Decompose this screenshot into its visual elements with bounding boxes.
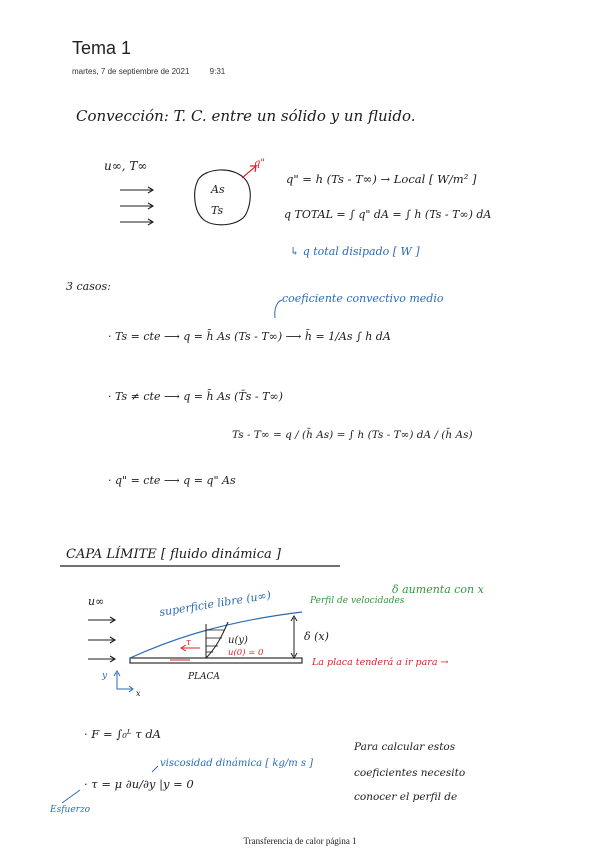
cases-heading: 3 casos: — [66, 280, 111, 293]
conveccion-definition: Convección: T. C. entre un sólido y un fluido. — [76, 107, 416, 125]
x-axis-label: x — [136, 689, 141, 698]
stress-note: Esfuerzo — [50, 805, 91, 815]
side-note-line-1: Para calcular estos — [354, 741, 456, 753]
force-equation: · F = ∫₀ᴸ τ dA — [84, 727, 161, 741]
flow-arrows — [120, 187, 153, 225]
page-footer: Transferencia de calor página 1 — [243, 836, 357, 846]
stress-pointer — [62, 790, 80, 803]
thickness-indicator — [291, 616, 297, 658]
heat-flux-label: q" — [254, 158, 266, 169]
plate-label: PLACA — [188, 672, 220, 682]
flow-label: u∞, T∞ — [104, 159, 148, 173]
page-time: 9:31 — [209, 67, 226, 76]
free-surface-label: superficie libre (u∞) — [158, 588, 272, 619]
viscosity-note: viscosidad dinámica [ kg/m s ] — [160, 758, 314, 769]
boundary-layer-edge — [130, 612, 302, 658]
coordinate-axes — [114, 671, 133, 692]
page-date: martes, 7 de septiembre de 2021 — [72, 67, 190, 76]
case-variable-temp-solution: Ts - T∞ = q / (h̄ As) = ∫ h (Ts - T∞) dA / (h̄ As) — [232, 429, 473, 441]
profile-vectors — [206, 630, 225, 652]
velocity-profile-label: Perfil de velocidades — [310, 596, 405, 606]
shear-stress-equation: · τ = μ ∂u/∂y |y = 0 — [84, 777, 194, 791]
mean-coefficient-note: coeficiente convectivo medio — [282, 292, 444, 305]
eq-local-flux: q" = h (Ts - T∞) → Local [ W/m² ] — [286, 172, 477, 186]
no-slip-condition: u(0) = 0 — [228, 648, 264, 658]
coef-note-pointer — [275, 300, 282, 318]
boundary-thickness-label: δ (x) — [304, 630, 329, 643]
side-note-line-3: conocer el perfil de — [354, 791, 458, 803]
page-title: Tema 1 — [72, 38, 132, 58]
shear-label: τ — [186, 638, 191, 648]
flat-plate — [130, 658, 302, 663]
delta-growth-note: δ aumenta con x — [392, 583, 484, 596]
case-constant-temp: · Ts = cte ⟶ q = h̄ As (Ts - T∞) ⟶ h̄ = 1/As ∫ h dA — [108, 330, 391, 343]
free-stream-velocity: u∞ — [88, 595, 105, 608]
free-stream-arrows — [88, 617, 115, 662]
boundary-layer-heading: CAPA LÍMITE [ fluido dinámica ] — [66, 547, 281, 562]
plate-drag-note: La placa tenderá a ir para → — [312, 657, 449, 668]
total-heat-note: ↳ q total disipado [ W ] — [290, 245, 420, 258]
viscosity-pointer — [152, 766, 158, 772]
case-constant-flux: · q" = cte ⟶ q = q" As — [108, 474, 236, 487]
y-axis-label: y — [102, 671, 108, 681]
body-temp-label: Ts — [211, 204, 224, 217]
velocity-profile-u-y: u(y) — [228, 635, 248, 646]
case-variable-temp: · Ts ≠ cte ⟶ q = h̄ As (T̄s - T∞) — [108, 390, 283, 403]
body-area-label: As — [211, 183, 225, 196]
eq-total-heat: q TOTAL = ∫ q" dA = ∫ h (Ts - T∞) dA — [284, 208, 492, 221]
side-note-line-2: coeficientes necesito — [354, 767, 466, 779]
